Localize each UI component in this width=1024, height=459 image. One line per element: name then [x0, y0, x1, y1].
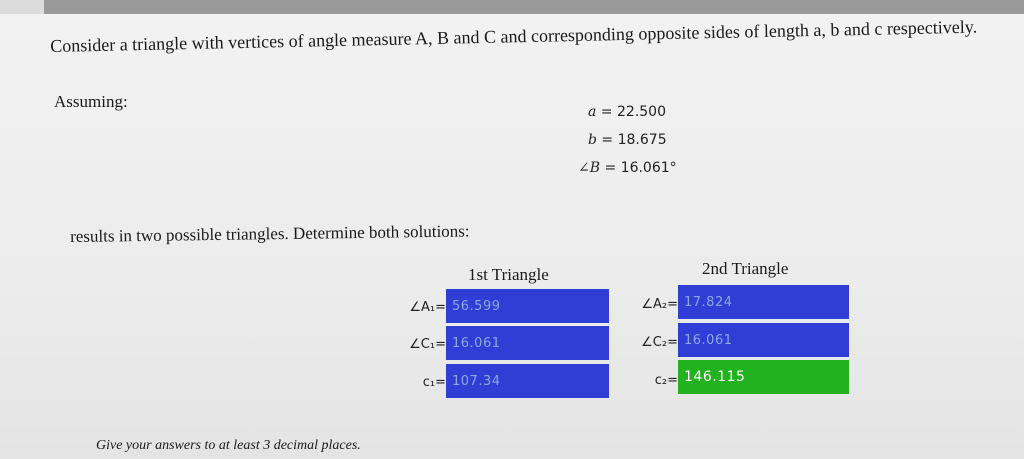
triangle1-c-input[interactable]: 107.34	[446, 364, 609, 398]
given-a-label: a	[588, 104, 597, 120]
triangle1-A-label: ∠A₁=	[409, 300, 446, 315]
results-text: results in two possible triangles. Determine both solutions:	[70, 221, 470, 246]
footer-instructions: Give your answers to at least 3 decimal places.	[96, 438, 361, 453]
given-b: b = 18.675	[588, 132, 667, 148]
assuming-label: Assuming:	[54, 92, 128, 111]
triangle2-A-label: ∠A₂=	[641, 297, 678, 312]
intro-text: Consider a triangle with vertices of angle measure A, B and C and corresponding opposite sides of length a, b and c respectively.	[50, 16, 978, 56]
triangle2-C-input[interactable]: 16.061	[678, 323, 849, 357]
top-bar	[44, 0, 1024, 14]
triangle1-A-input[interactable]: 56.599	[446, 289, 609, 323]
triangle2-c-input[interactable]: 146.115	[678, 360, 849, 394]
given-a: a = 22.500	[588, 104, 666, 120]
triangle2-A-input[interactable]: 17.824	[678, 285, 849, 319]
triangle1-c-label: c₁=	[422, 375, 446, 390]
given-a-value: 22.500	[617, 104, 666, 120]
question-sheet	[0, 14, 1024, 459]
triangle1-C-label: ∠C₁=	[409, 337, 446, 352]
triangle1-C-input[interactable]: 16.061	[446, 326, 609, 360]
given-B-value: 16.061°	[620, 160, 677, 176]
triangle2-heading: 2nd Triangle	[702, 259, 789, 278]
given-angle-B: ∠B = 16.061°	[578, 160, 677, 176]
given-b-value: 18.675	[617, 132, 667, 148]
given-b-label: b	[588, 132, 597, 148]
given-B-label: ∠B	[578, 160, 601, 176]
triangle2-c-label: c₂=	[654, 373, 678, 388]
triangle1-heading: 1st Triangle	[468, 265, 549, 284]
triangle2-C-label: ∠C₂=	[641, 335, 678, 350]
